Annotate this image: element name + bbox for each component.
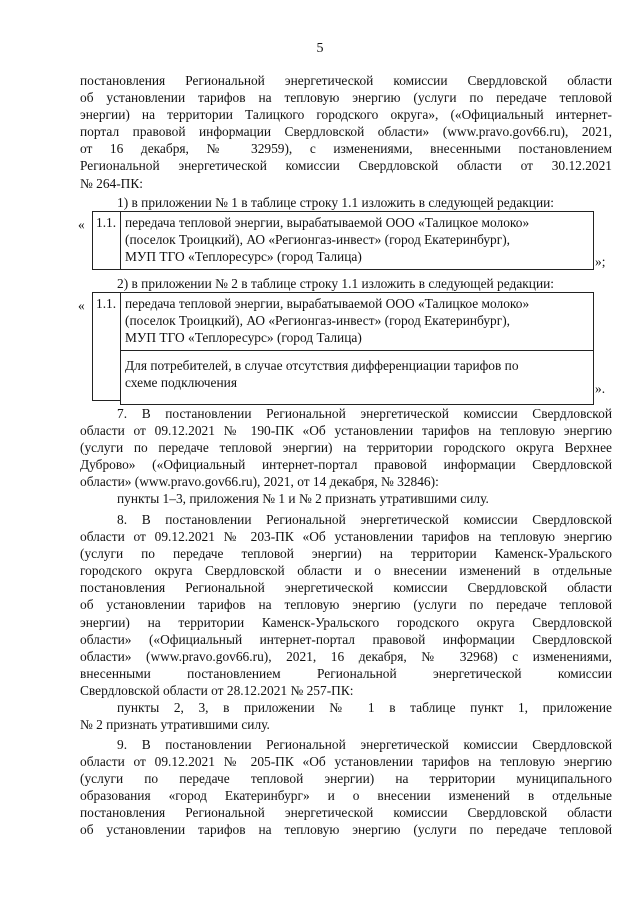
cell-line: Для потребителей, в случае отсутствия дифференциации тарифов по xyxy=(125,358,519,373)
cell-line: МУП ТГО «Теплоресурс» (город Талица) xyxy=(125,249,362,265)
table-row-1-1-appendix-2 xyxy=(78,292,618,400)
cell-line: (поселок Троицкий), АО «Регионгаз-инвест» (город Екатеринбург), xyxy=(125,232,511,248)
text-line: 9. В постановлении Региональной энергетической комиссии Свердловской xyxy=(117,737,612,752)
item2-heading: 2) в приложении № 2 в таблице строку 1.1 изложить в следующей редакции: xyxy=(117,276,554,291)
text-line: постановления Региональной энергетической комиссии Свердловской области xyxy=(80,73,612,88)
intro-paragraph xyxy=(80,72,612,192)
text-line: Региональной энергетической комиссии Свердловской области от 30.12.2021 xyxy=(80,158,612,174)
row-number-cell xyxy=(92,211,121,270)
open-quote: « xyxy=(78,298,85,313)
paragraph-8 xyxy=(80,511,612,733)
open-quote: « xyxy=(78,217,85,232)
text-line: городского округа Свердловской области и о внесении изменений в отдельные xyxy=(80,563,612,579)
item1-heading-block xyxy=(80,194,612,211)
cell-line: МУП ТГО «Теплоресурс» (город Талица) xyxy=(125,330,362,346)
text-line: области от 09.12.2021 № 203-ПК «Об установлении тарифов на тепловую энергию xyxy=(80,529,612,545)
text-line: об установлении тарифов на тепловую энергию (услуги по передаче тепловой xyxy=(80,90,612,106)
text-line: внесенными постановлением Региональной энергетической комиссии xyxy=(80,665,612,681)
text-line: области» («Официальный интернет-портал правовой информации Свердловской xyxy=(80,631,612,647)
text-line: области от 09.12.2021 № 205-ПК «Об установлении тарифов на тепловую энергию xyxy=(80,754,612,770)
text-line: об установлении тарифов на тепловую энергию (услуги по передаче тепловой xyxy=(80,822,612,838)
close-quote: »; xyxy=(595,254,606,269)
text-line: портал правовой информации Свердловской области» (www.pravo.gov66.ru), 2021, xyxy=(80,124,612,140)
close-quote: ». xyxy=(595,381,606,396)
text-line: Свердловской области от 28.12.2021 № 257-ПК: xyxy=(80,682,354,698)
description-cell xyxy=(120,292,594,405)
cell-line: передача тепловой энергии, вырабатываемой ООО «Талицкое молоко» xyxy=(125,296,530,311)
cell-line: (поселок Троицкий), АО «Регионгаз-инвест» (город Екатеринбург), xyxy=(125,313,511,329)
text-line: энергии) на территории Каменск-Уральского городского округа Свердловской xyxy=(80,614,612,630)
paragraph-9 xyxy=(80,736,612,839)
text-line: 8. В постановлении Региональной энергетической комиссии Свердловской xyxy=(117,512,612,527)
text-line: (услуги по передаче тепловой энергии) на территории городского округа Верхнее xyxy=(80,440,612,456)
text-line: (услуги по передаче тепловой энергии) на территории Каменск-Уральского xyxy=(80,546,612,562)
text-line: № 264-ПК: xyxy=(80,175,143,191)
text-line: 7. В постановлении Региональной энергетической комиссии Свердловской xyxy=(117,406,612,421)
text-line: от 16 декабря, № 32959), с изменениями, внесенными постановлением xyxy=(80,141,612,157)
text-line: области» (www.pravo.gov66.ru), 2021, 16 декабря, № 32968) с изменениями, xyxy=(80,648,612,664)
text-line: области» (www.pravo.gov66.ru), 2021, от 14 декабря, № 32846): xyxy=(80,474,439,490)
text-line: пункты 1–3, приложения № 1 и № 2 признать утратившими силу. xyxy=(117,491,489,507)
text-line: пункты 2, 3, в приложении № 1 в таблице пункт 1, приложение xyxy=(117,700,612,716)
text-line: образования «город Екатеринбург» и о внесении изменений в отдельные xyxy=(80,788,612,804)
text-line: об установлении тарифов на тепловую энергию (услуги по передаче тепловой xyxy=(80,597,612,613)
row-number-cell xyxy=(92,292,121,401)
description-cell xyxy=(120,211,594,270)
text-line: постановления Региональной энергетической комиссии Свердловской области xyxy=(80,580,612,596)
row-number: 1.1. xyxy=(96,296,117,311)
item1-heading: 1) в приложении № 1 в таблице строку 1.1 изложить в следующей редакции: xyxy=(117,195,554,210)
paragraph-7 xyxy=(80,405,612,508)
cell-line: передача тепловой энергии, вырабатываемой ООО «Талицкое молоко» xyxy=(125,215,530,230)
text-line: энергии) на территории Талицкого городского округа», («Официальный интернет- xyxy=(80,107,612,123)
text-line: постановления Региональной энергетической комиссии Свердловской области xyxy=(80,805,612,821)
text-line: № 2 признать утратившими силу. xyxy=(80,717,270,733)
table-row-1-1-appendix-1 xyxy=(78,211,618,273)
text-line: (услуги по передаче тепловой энергии) на территории муниципального xyxy=(80,771,612,787)
row-number: 1.1. xyxy=(96,215,117,230)
cell-line: схеме подключения xyxy=(125,375,237,391)
text-line: области от 09.12.2021 № 190-ПК «Об установлении тарифов на тепловую энергию xyxy=(80,423,612,439)
page-number: 5 xyxy=(316,41,324,56)
item2-heading-block xyxy=(80,275,612,292)
text-line: Дуброво» («Официальный интернет-портал правовой информации Свердловской xyxy=(80,457,612,473)
